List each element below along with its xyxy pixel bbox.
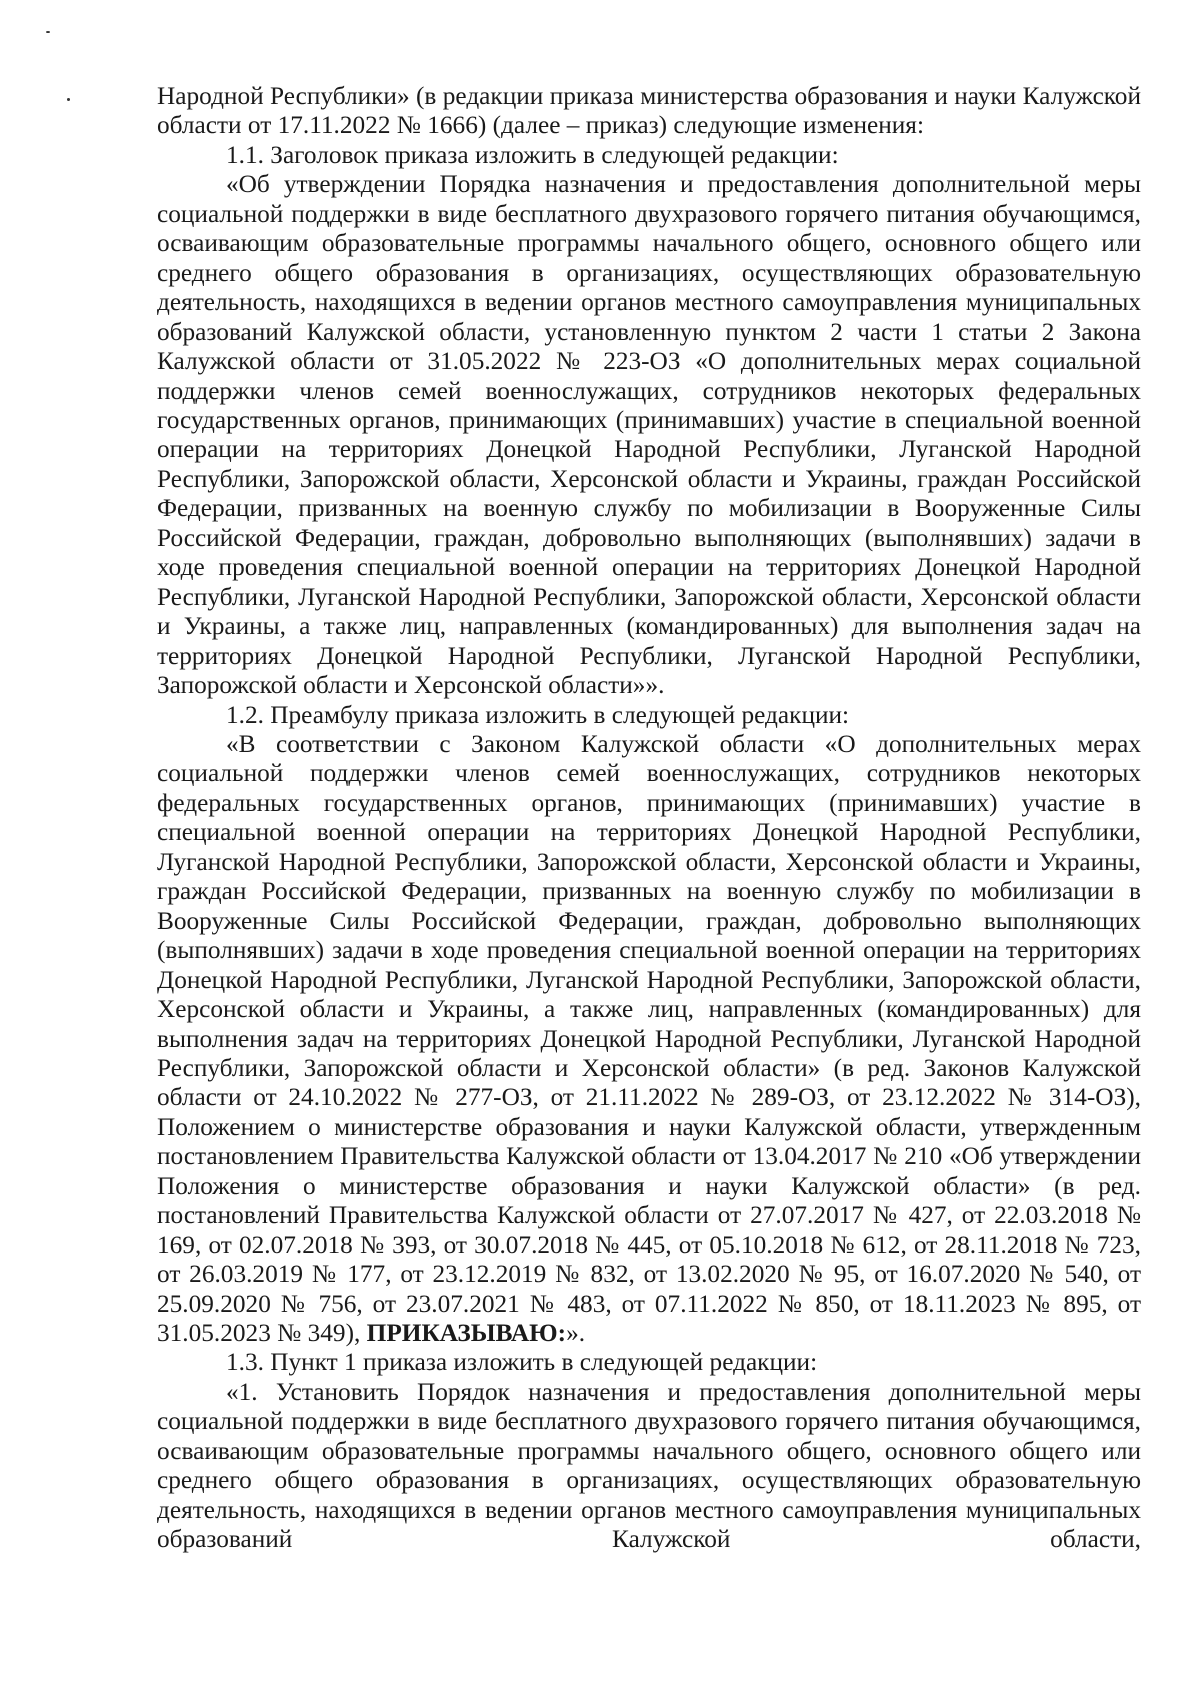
order-keyword: ПРИКАЗЫВАЮ: — [366, 1319, 567, 1348]
paragraph-1-1: 1.1. Заголовок приказа изложить в следующей редакции: — [226, 140, 839, 169]
document-body — [157, 82, 1141, 1555]
paragraph-point-1-quote: «1. Установить Порядок назначения и предоставления дополнительной меры социальной поддержки в виде бесплатного двухразового горячего питания обучающимся, осваивающим образовательные программы начального общего, основного общего или среднего общего образования в организациях, осуществляющих образовательную деятельность, находящихся в ведении органов местного самоуправления муниципальных образований Калужской области, — [157, 1377, 1141, 1554]
paragraph-title-quote: «Об утверждении Порядка назначения и предоставления дополнительной меры социальной поддержки в виде бесплатного двухразового горячего питания обучающимся, осваивающим образовательные программы начального общего, основного общего или среднего общего образования в организациях, осуществляющих образовательную деятельность, находящихся в ведении органов местного самоуправления муниципальных образований Калужской области, установленную пунктом 2 части 1 статьи 2 Закона Калужской области от 31.05.2022 № 223-ОЗ «О дополнительных мерах социальной поддержки членов семей военнослужащих, сотрудников некоторых федеральных государственных органов, принимающих (принимавших) участие в специальной военной операции на территориях Донецкой Народной Республики, Луганской Народной Республики, Запорожской области, Херсонской области и Украины, граждан Российской Федерации, призванных на военную службу по мобилизации в Вооруженные Силы Российской Федерации, граждан, добровольно выполняющих (выполнявших) задачи в ходе проведения специальной военной операции на территориях Донецкой Народной Республики, Луганской Народной Республики, Запорожской области, Херсонской области и Украины, а также лиц, направленных (командированных) для выполнения задач на территориях Донецкой Народной Республики, Луганской Народной Республики, Запорожской области и Херсонской области»». — [157, 170, 1141, 700]
paragraph-preamble-quote: «В соответствии с Законом Калужской области «О дополнительных мерах социальной поддержки членов семей военнослужащих, сотрудников некоторых федеральных государственных органов, принимающих (принимавших) участие в специальной военной операции на территориях Донецкой Народной Республики, Луганской Народной Республики, Запорожской области, Херсонской области и Украины, граждан Российской Федерации, призванных на военную службу по мобилизации в Вооруженные Силы Российской Федерации, граждан, добровольно выполняющих (выполнявших) задачи в ходе проведения специальной военной операции на территориях Донецкой Народной Республики, Луганской Народной Республики, Запорожской области, Херсонской области и Украины, а также лиц, направленных (командированных) для выполнения задач на территориях Донецкой Народной Республики, Луганской Народной Республики, Запорожской области и Херсонской области» (в ред. Законов Калужской области от 24.10.2022 № 277-ОЗ, от 21.11.2022 № 289-ОЗ, от 23.12.2022 № 314-ОЗ), Положением о министерстве образования и науки Калужской области, утвержденным постановлением Правительства Калужской области от 13.04.2017 № 210 «Об утверждении Положения о министерстве образования и науки Калужской области» (в ред. постановлений Правительства Калужской области от 27.07.2017 № 427, от 22.03.2018 № 169, от 02.07.2018 № 393, от 30.07.2018 № 445, от 05.10.2018 № 612, от 28.11.2018 № 723, от 26.03.2019 № 177, от 23.12.2019 № 832, от 13.02.2020 № 95, от 16.07.2020 № 540, от 25.09.2020 № 756, от 23.07.2021 № 483, от 07.11.2022 № 850, от 18.11.2023 № 895, от 31.05.2023 № 349), ПРИКАЗЫВАЮ:». — [157, 729, 1141, 1348]
paragraph-1-2: 1.2. Преамбулу приказа изложить в следующей редакции: — [226, 700, 850, 729]
paragraph-1-3: 1.3. Пункт 1 приказа изложить в следующей редакции: — [226, 1348, 818, 1377]
scan-speck — [67, 98, 70, 101]
scan-speck — [46, 31, 50, 33]
paragraph-intro: Народной Республики» (в редакции приказа министерства образования и науки Калужской области от 17.11.2022 № 1666) (далее – приказ) следующие изменения: — [157, 82, 1141, 140]
